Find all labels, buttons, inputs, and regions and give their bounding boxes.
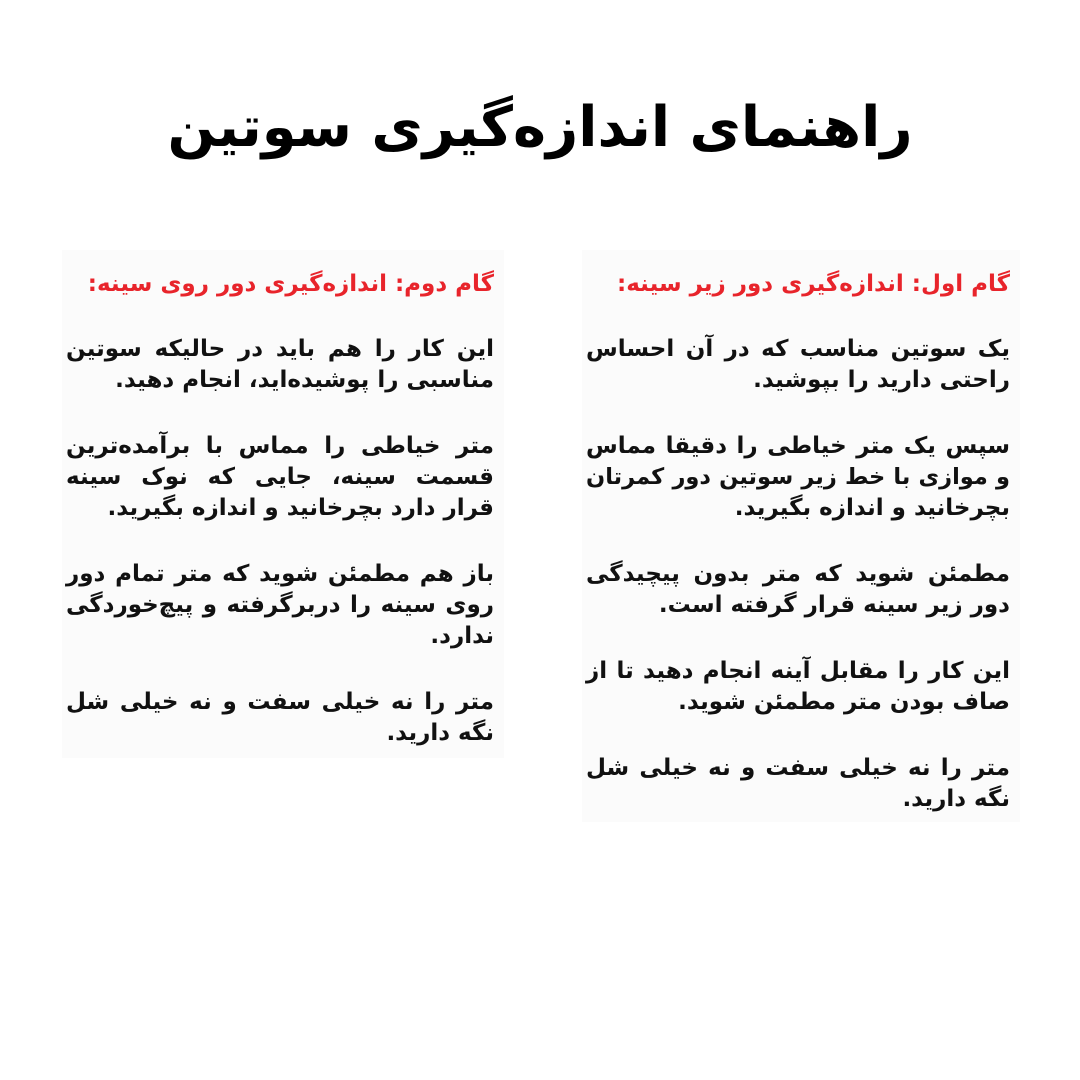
step-1-paragraph-4 (586, 656, 1010, 718)
text-line: یک سوتین مناسب که در آن احساس (586, 336, 1010, 362)
text-line: این کار را هم باید در حالیکه سوتین (66, 336, 494, 362)
step-2-heading: گام دوم: اندازه‌گیری دور روی سینه: (87, 271, 494, 297)
step-2-paragraph-3 (66, 559, 494, 652)
step-1-paragraph-1 (586, 334, 1010, 396)
text-line: بچرخانید و اندازه بگیرید. (734, 495, 1010, 521)
text-line: صاف بودن متر مطمئن شوید. (678, 689, 1010, 715)
text-line: راحتی دارید را بپوشید. (753, 367, 1010, 393)
step-1-heading: گام اول: اندازه‌گیری دور زیر سینه: (617, 271, 1010, 297)
step-1-section (582, 250, 1020, 822)
text-line: باز هم مطمئن شوید که متر تمام دور (66, 561, 494, 587)
step-1-paragraph-3 (586, 559, 1010, 621)
step-2-section (62, 250, 504, 758)
text-line: متر را نه خیلی سفت و نه خیلی شل (66, 689, 494, 715)
text-line: ندارد. (430, 623, 494, 649)
text-line: متر را نه خیلی سفت و نه خیلی شل (586, 755, 1010, 781)
step-1-paragraph-5 (586, 753, 1010, 815)
step-2-paragraph-1 (66, 334, 494, 396)
text-line: متر خیاطی را مماس با برآمده‌ترین (66, 433, 494, 459)
text-line: دور زیر سینه قرار گرفته است. (658, 592, 1010, 618)
text-line: این کار را مقابل آینه انجام دهید تا از (586, 658, 1010, 684)
text-line: و موازی با خط زیر سوتین دور کمرتان (586, 464, 1010, 490)
text-line: مناسبی را پوشیده‌اید، انجام دهید. (115, 367, 494, 393)
text-line: روی سینه را دربرگرفته و پیچ‌خوردگی (66, 592, 494, 618)
step-2-paragraph-2 (66, 431, 494, 524)
text-line: سپس یک متر خیاطی را دقیقا مماس (586, 433, 1010, 459)
text-line: قرار دارد بچرخانید و اندازه بگیرید. (107, 495, 494, 521)
text-line: مطمئن شوید که متر بدون پیچیدگی (586, 561, 1010, 587)
text-line: قسمت سینه، جایی که نوک سینه (66, 464, 494, 490)
step-1-paragraph-2 (586, 431, 1010, 524)
text-line: نگه دارید. (386, 720, 494, 746)
page-title: راهنمای اندازه‌گیری سوتین (167, 95, 913, 160)
step-2-paragraph-4 (66, 687, 494, 749)
text-line: نگه دارید. (902, 786, 1010, 812)
